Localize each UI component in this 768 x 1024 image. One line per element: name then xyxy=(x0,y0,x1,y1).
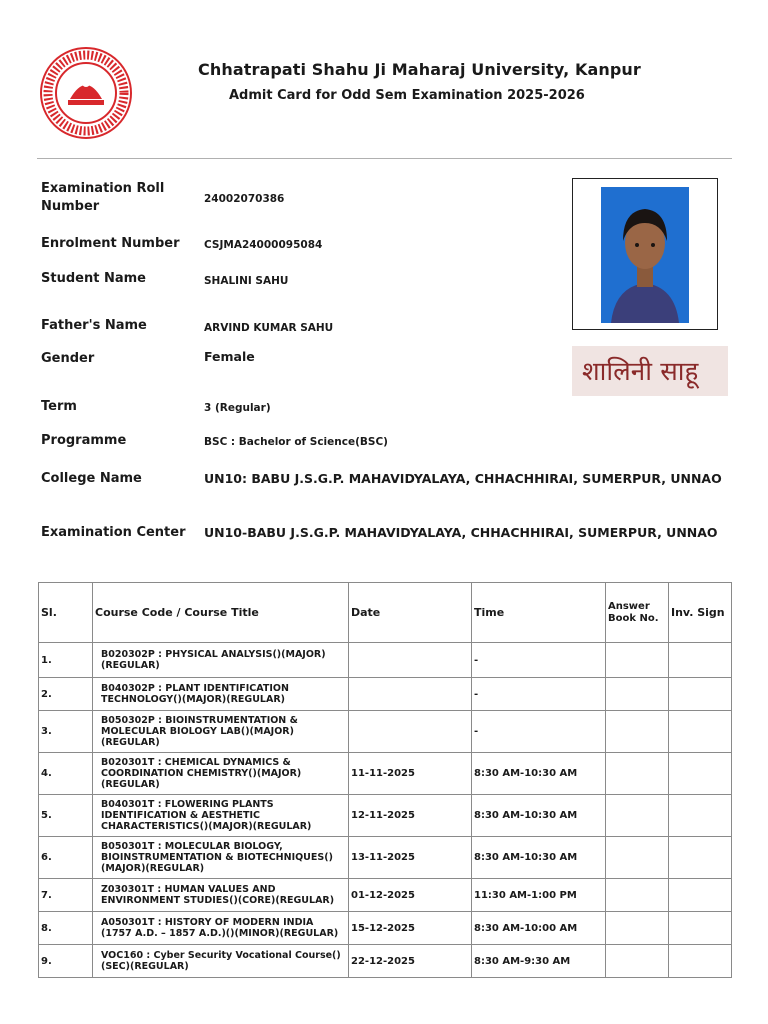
row-answer-book xyxy=(606,678,669,711)
signature-text: शालिनी साहू xyxy=(582,357,699,387)
enrolment-label: Enrolment Number xyxy=(41,236,180,251)
table-row xyxy=(39,643,732,678)
row-course-title: B020302P : PHYSICAL ANALYSIS()(MAJOR)(REGULAR) xyxy=(101,649,326,671)
row-time: - xyxy=(472,678,606,711)
header-inv-sign: Inv. Sign xyxy=(669,583,732,643)
row-inv-sign xyxy=(669,837,732,879)
row-date: 01-12-2025 xyxy=(349,879,472,912)
father-name-label: Father's Name xyxy=(41,318,147,333)
row-sl: 2. xyxy=(39,678,93,711)
exam-center-label: Examination Center xyxy=(41,525,186,540)
table-row xyxy=(39,678,732,711)
term-label: Term xyxy=(41,399,77,414)
row-course-title: B040301T : FLOWERING PLANTS IDENTIFICATION & AESTHETIC CHARACTERISTICS()(MAJOR)(REGULAR) xyxy=(101,799,312,832)
table-row xyxy=(39,795,732,837)
student-name-label: Student Name xyxy=(41,271,146,286)
row-date xyxy=(349,678,472,711)
college-name-label: College Name xyxy=(41,471,142,486)
table-row xyxy=(39,837,732,879)
row-time: 8:30 AM-9:30 AM xyxy=(472,945,606,978)
row-sl: 7. xyxy=(39,879,93,912)
row-course-title: B020301T : CHEMICAL DYNAMICS & COORDINATION CHEMISTRY()(MAJOR)(REGULAR) xyxy=(101,757,302,790)
row-date: 11-11-2025 xyxy=(349,753,472,795)
term-value: 3 (Regular) xyxy=(204,402,271,414)
gender-label: Gender xyxy=(41,351,95,366)
roll-label: Examination Roll Number xyxy=(41,181,165,214)
row-course-title: Z030301T : HUMAN VALUES AND ENVIRONMENT STUDIES()(CORE)(REGULAR) xyxy=(101,884,335,906)
student-name-value: SHALINI SAHU xyxy=(204,275,289,287)
row-answer-book xyxy=(606,643,669,678)
university-name: Chhatrapati Shahu Ji Maharaj University, Kanpur xyxy=(198,60,641,79)
row-course-title: A050301T : HISTORY OF MODERN INDIA (1757 A.D. – 1857 A.D.)()(MINOR)(REGULAR) xyxy=(101,917,339,939)
row-date: 13-11-2025 xyxy=(349,837,472,879)
row-time: 8:30 AM-10:30 AM xyxy=(472,837,606,879)
row-course-title: B050301T : MOLECULAR BIOLOGY, BIOINSTRUMENTATION & BIOTECHNIQUES()(MAJOR)(REGULAR) xyxy=(101,841,333,874)
row-inv-sign xyxy=(669,945,732,978)
row-answer-book xyxy=(606,912,669,945)
row-date xyxy=(349,711,472,753)
row-date: 12-11-2025 xyxy=(349,795,472,837)
course-table xyxy=(38,582,732,978)
college-name-value: UN10: BABU J.S.G.P. MAHAVIDYALAYA, CHHACHHIRAI, SUMERPUR, UNNAO xyxy=(204,471,722,486)
row-time: 8:30 AM-10:30 AM xyxy=(472,795,606,837)
gender-value: Female xyxy=(204,349,255,364)
row-sl: 6. xyxy=(39,837,93,879)
programme-label: Programme xyxy=(41,433,127,448)
header-answer-book: Answer Book No. xyxy=(606,583,669,643)
row-sl: 3. xyxy=(39,711,93,753)
row-answer-book xyxy=(606,795,669,837)
header-date: Date xyxy=(349,583,472,643)
row-sl: 9. xyxy=(39,945,93,978)
header-time: Time xyxy=(472,583,606,643)
row-time: - xyxy=(472,643,606,678)
table-row xyxy=(39,711,732,753)
row-answer-book xyxy=(606,837,669,879)
row-sl: 1. xyxy=(39,643,93,678)
row-time: 8:30 AM-10:00 AM xyxy=(472,912,606,945)
row-answer-book xyxy=(606,945,669,978)
header-divider xyxy=(37,158,732,159)
student-signature xyxy=(572,346,728,396)
row-answer-book xyxy=(606,711,669,753)
table-row xyxy=(39,879,732,912)
row-inv-sign xyxy=(669,912,732,945)
row-inv-sign xyxy=(669,643,732,678)
row-time: - xyxy=(472,711,606,753)
header-course: Course Code / Course Title xyxy=(93,583,349,643)
exam-center-value: UN10-BABU J.S.G.P. MAHAVIDYALAYA, CHHACHHIRAI, SUMERPUR, UNNAO xyxy=(204,525,718,540)
student-photo xyxy=(601,187,689,323)
row-inv-sign xyxy=(669,753,732,795)
programme-value: BSC : Bachelor of Science(BSC) xyxy=(204,436,388,448)
row-sl: 8. xyxy=(39,912,93,945)
row-answer-book xyxy=(606,753,669,795)
enrolment-value: CSJMA24000095084 xyxy=(204,239,323,251)
header-sl: Sl. xyxy=(39,583,93,643)
table-row xyxy=(39,912,732,945)
row-sl: 4. xyxy=(39,753,93,795)
table-row xyxy=(39,945,732,978)
row-date: 22-12-2025 xyxy=(349,945,472,978)
row-time: 11:30 AM-1:00 PM xyxy=(472,879,606,912)
row-course-title: VOC160 : Cyber Security Vocational Course()(SEC)(REGULAR) xyxy=(101,950,341,972)
university-logo xyxy=(40,47,132,139)
row-time: 8:30 AM-10:30 AM xyxy=(472,753,606,795)
row-date xyxy=(349,643,472,678)
row-course-title: B040302P : PLANT IDENTIFICATION TECHNOLOGY()(MAJOR)(REGULAR) xyxy=(101,683,289,705)
row-sl: 5. xyxy=(39,795,93,837)
table-header-row xyxy=(39,583,732,643)
student-photo-frame xyxy=(572,178,718,330)
row-date: 15-12-2025 xyxy=(349,912,472,945)
row-inv-sign xyxy=(669,678,732,711)
table-row xyxy=(39,753,732,795)
father-name-value: ARVIND KUMAR SAHU xyxy=(204,322,334,334)
row-answer-book xyxy=(606,879,669,912)
roll-value: 24002070386 xyxy=(204,193,285,205)
admit-card-title: Admit Card for Odd Sem Examination 2025-2026 xyxy=(229,88,585,103)
row-inv-sign xyxy=(669,795,732,837)
row-inv-sign xyxy=(669,879,732,912)
row-course-title: B050302P : BIOINSTRUMENTATION & MOLECULAR BIOLOGY LAB()(MAJOR)(REGULAR) xyxy=(101,715,298,748)
row-inv-sign xyxy=(669,711,732,753)
